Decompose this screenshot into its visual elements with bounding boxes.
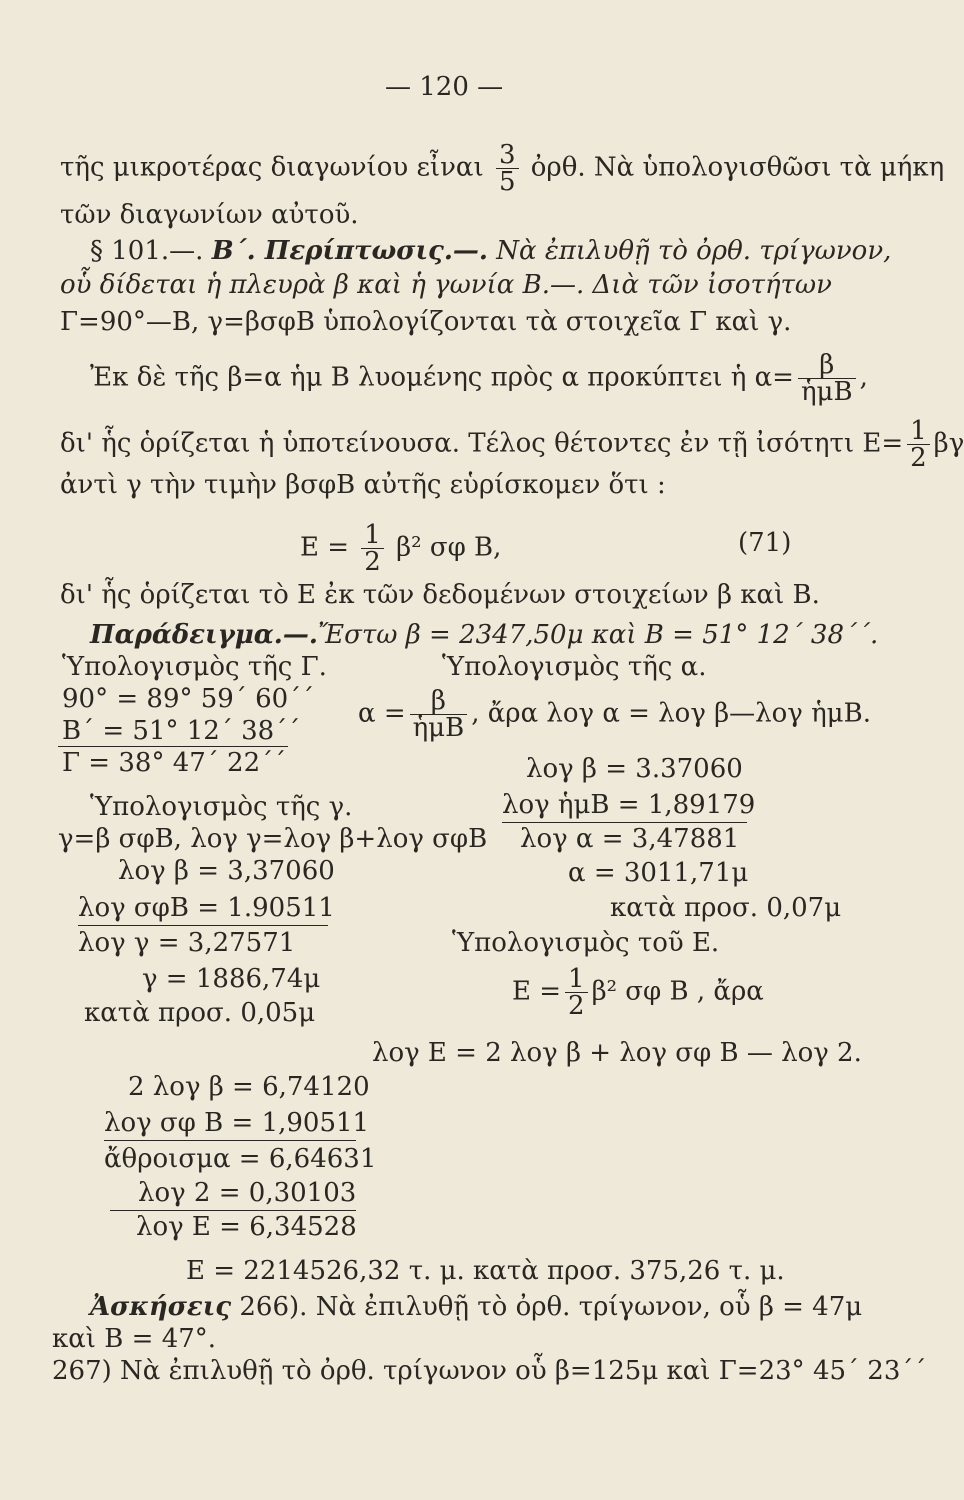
- calc-line: ἄθροισμα = 6,64631: [104, 1144, 377, 1174]
- eq-lhs: Ε =: [512, 976, 562, 1007]
- calc-line: 90° = 89° 59΄ 60΄΄: [62, 684, 315, 714]
- calc-line: λογ β = 3,37060: [118, 856, 335, 886]
- calc-G-title: Ὑπολογισμὸς τῆς Γ.: [62, 652, 327, 682]
- section-number: § 101.—.: [90, 236, 204, 266]
- equation-71: [300, 522, 501, 575]
- calc-line: λογ σφΒ = 1.90511: [78, 893, 335, 923]
- calc-line: λογ α = 3,47881: [520, 824, 740, 854]
- text-line: οὗ δίδεται ἡ πλευρὰ β καὶ ἡ γωνία Β.—. Διὰ τῶν ἰσοτήτων: [60, 270, 832, 300]
- frac-num: β: [410, 688, 468, 715]
- calc-E-log: λογ Ε = 2 λογ β + λογ σφ Β — λογ 2.: [372, 1038, 862, 1068]
- result-line: Ε = 2214526,32 τ. μ. κατὰ προσ. 375,26 τ. μ.: [186, 1256, 785, 1286]
- frac-num: 3: [496, 142, 519, 169]
- calc-E-title: Ὑπολογισμὸς τοῦ Ε.: [452, 928, 720, 958]
- calc-g-title: Ὑπολογισμὸς τῆς γ.: [90, 792, 353, 822]
- text-line: δι' ἧς ὁρίζεται τὸ Ε ἐκ τῶν δεδομένων στοιχείων β καὶ Β.: [60, 580, 820, 610]
- text-line: [90, 352, 868, 405]
- text: δι' ἧς ὁρίζεται ἡ ὑποτείνουσα. Τέλος θέτοντες ἐν τῇ ἰσότητι Ε=: [60, 428, 904, 459]
- eq-lhs: Ε =: [300, 532, 350, 563]
- text: τῆς μικροτέρας διαγωνίου εἶναι: [60, 152, 484, 183]
- fraction: [496, 142, 519, 195]
- sum-rule: [110, 1210, 356, 1211]
- calc-line: α = 3011,71μ: [568, 858, 749, 888]
- calc-line: λογ 2 = 0,30103: [138, 1178, 357, 1208]
- exercise-text: 266). Νὰ ἐπιλυθῇ τὸ ὀρθ. τρίγωνον, οὗ β = 47μ: [239, 1292, 863, 1322]
- text-line: Γ=90°—Β, γ=βσφΒ ὑπολογίζονται τὰ στοιχεῖα Γ καὶ γ.: [60, 307, 792, 337]
- exercises-heading: Ἀσκήσεις: [90, 1292, 232, 1322]
- calc-line: Γ = 38° 47΄ 22΄΄: [62, 748, 287, 778]
- eq-lhs: α =: [358, 698, 406, 729]
- section-heading: [90, 236, 891, 266]
- frac-den: 5: [498, 167, 516, 197]
- calc-line: κατὰ προσ. 0,07μ: [610, 893, 842, 923]
- text: ὀρθ. Νὰ ὑπολογισθῶσι τὰ μήκη: [530, 152, 945, 183]
- calc-line: γ=β σφΒ, λογ γ=λογ β+λογ σφΒ: [58, 824, 488, 854]
- frac-den: 2: [364, 547, 381, 577]
- sum-rule: [502, 822, 747, 823]
- text: ,: [859, 362, 868, 393]
- sum-rule: [58, 746, 288, 747]
- exercise-266: [90, 1292, 862, 1322]
- text: βγ: [933, 428, 964, 459]
- frac-den: 2: [568, 991, 585, 1021]
- calc-line: Β΄ = 51° 12΄ 38΄΄: [62, 716, 301, 746]
- fraction: [410, 688, 468, 741]
- exercise-266-cont: καὶ Β = 47°.: [52, 1324, 217, 1354]
- calc-line: λογ Ε = 6,34528: [136, 1212, 357, 1242]
- eq-rhs: β² σφ Β , ἄρα: [591, 976, 764, 1007]
- calc-line: γ = 1886,74μ: [142, 964, 321, 994]
- calc-a-title: Ὑπολογισμὸς τῆς α.: [442, 652, 707, 682]
- fraction: [361, 522, 384, 575]
- text-line: τῶν διαγωνίων αὐτοῦ.: [60, 200, 359, 230]
- fraction: [798, 352, 856, 405]
- calc-line: λογ β = 3.37060: [526, 754, 743, 784]
- exercise-267: 267) Νὰ ἐπιλυθῇ τὸ ὀρθ. τρίγωνον οὗ β=125μ καὶ Γ=23° 45΄ 23΄΄: [52, 1356, 927, 1386]
- calc-E-formula: [512, 966, 764, 1019]
- calc-line: λογ ἡμΒ = 1,89179: [502, 790, 756, 820]
- frac-den: 2: [910, 443, 927, 473]
- frac-num: β: [798, 352, 856, 379]
- example-text: Ἔστω β = 2347,50μ καὶ Β = 51° 12΄ 38΄΄.: [317, 620, 879, 650]
- calc-a-formula: [358, 688, 871, 741]
- calc-line: 2 λογ β = 6,74120: [128, 1072, 370, 1102]
- sum-rule: [78, 925, 328, 926]
- section-text: Νὰ ἐπιλυθῇ τὸ ὀρθ. τρίγωνον,: [496, 236, 892, 266]
- sum-rule: [104, 1140, 356, 1141]
- example-line: [90, 620, 878, 650]
- frac-den: ἡμΒ: [800, 377, 853, 407]
- text-line: ἀντὶ γ τὴν τιμὴν βσφΒ αὐτῆς εὑρίσκομεν ὅτι :: [60, 470, 666, 500]
- frac-den: ἡμΒ: [412, 713, 465, 743]
- text-line: [60, 142, 944, 195]
- eq-rhs: β² σφ Β,: [396, 532, 502, 563]
- example-heading: Παράδειγμα.—.: [90, 620, 318, 650]
- calc-line: λογ γ = 3,27571: [78, 928, 296, 958]
- page-number: — 120 —: [385, 72, 504, 102]
- frac-num: 1: [907, 418, 930, 445]
- text: Ἐκ δὲ τῆς β=α ἡμ Β λυομένης πρὸς α προκύπτει ἡ α=: [90, 362, 794, 393]
- equation-tag: (71): [738, 528, 792, 558]
- fraction: [565, 966, 588, 1019]
- text-line: [60, 418, 964, 471]
- frac-num: 1: [361, 522, 384, 549]
- section-title: Β΄. Περίπτωσις.—.: [211, 236, 488, 266]
- eq-rhs: , ἄρα λογ α = λογ β—λογ ἡμΒ.: [471, 698, 871, 729]
- frac-num: 1: [565, 966, 588, 993]
- calc-line: λογ σφ Β = 1,90511: [104, 1108, 370, 1138]
- fraction: [907, 418, 930, 471]
- calc-line: κατὰ προσ. 0,05μ: [84, 998, 316, 1028]
